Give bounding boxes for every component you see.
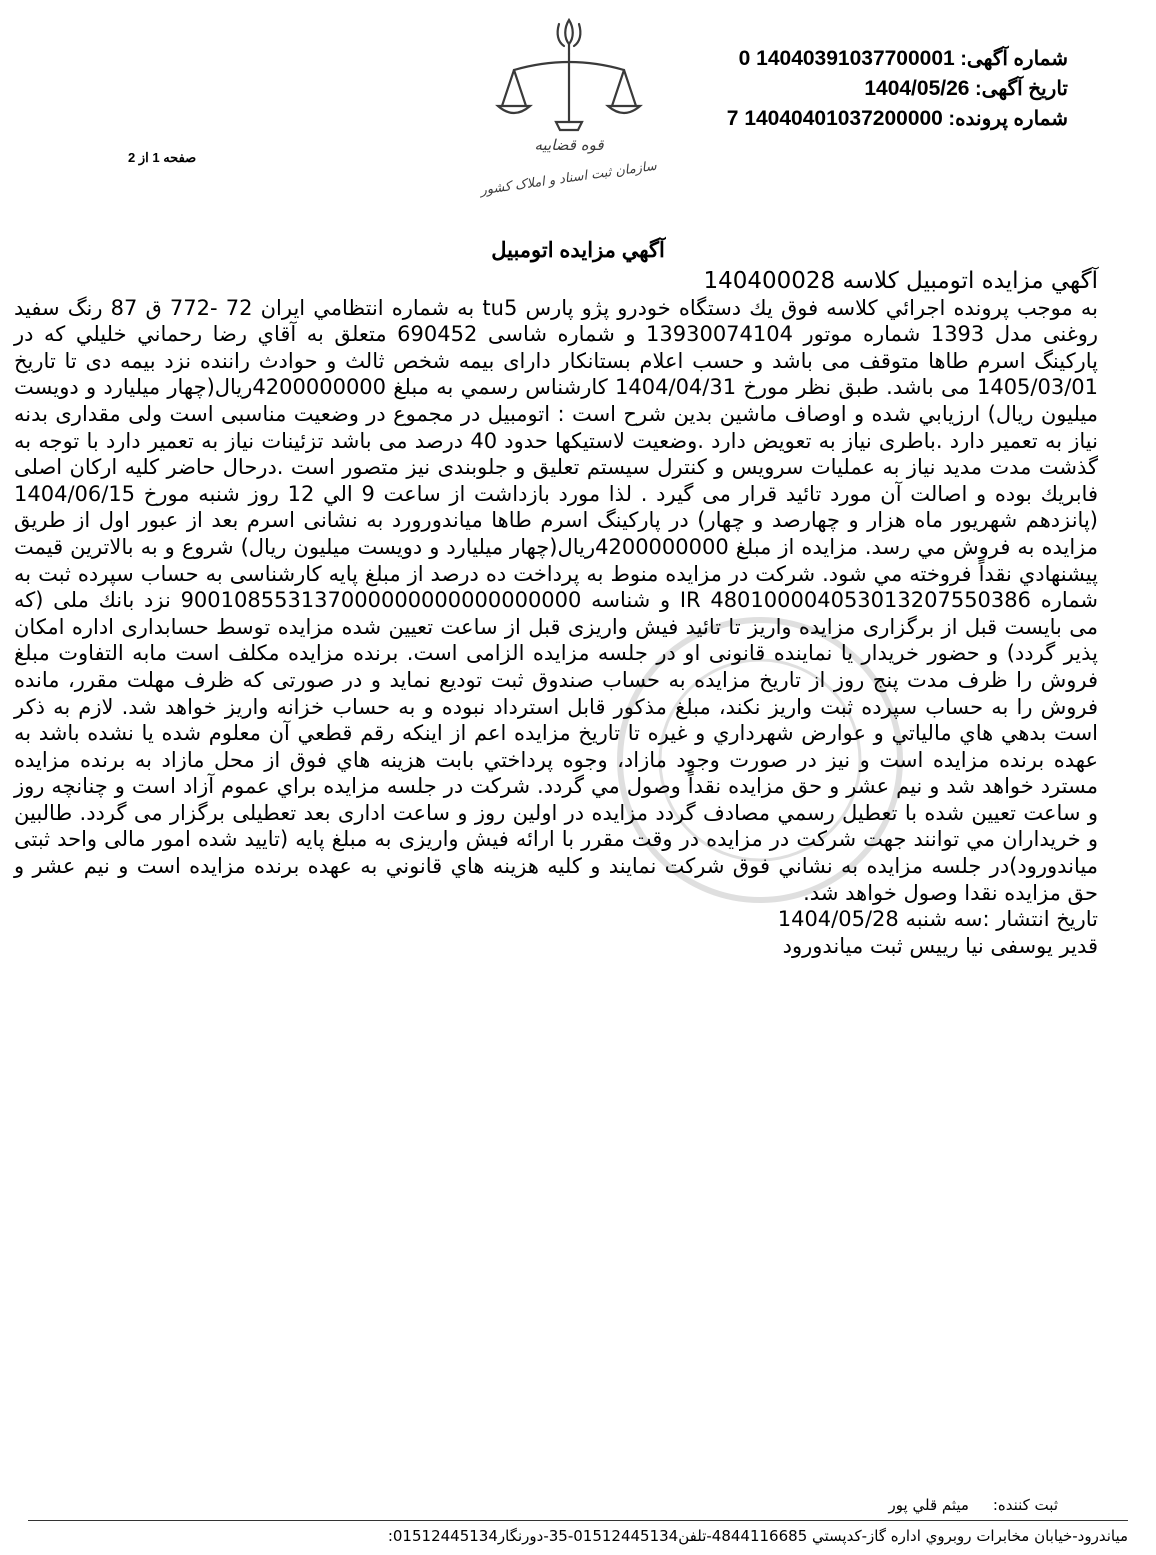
case-number-label: شماره پرونده: <box>948 108 1068 130</box>
case-number-value: 14040401037200000 7 <box>726 107 943 130</box>
office-address: مياندرود-خيابان مخابرات روبروي اداره گاز-كدپستي 4844116685-تلفن01512445134-35-دورنگار01512445134: <box>387 1527 1128 1545</box>
ad-meta <box>727 44 1068 134</box>
judiciary-emblem-icon <box>474 10 664 200</box>
ad-number-value: 14040391037700001 0 <box>738 47 955 70</box>
notice-body <box>14 268 1098 959</box>
emblem-caption: قوه قضاییه <box>534 136 604 154</box>
registrar <box>28 1496 1128 1514</box>
ad-date-label: تاریخ آگهی: <box>975 78 1068 100</box>
page-info: صفحه 1 از 2 <box>128 150 197 165</box>
notice-heading: آگهي مزايده اتومبيل كلاسه 140400028 <box>703 268 1098 294</box>
org-caption: سازمان ثبت اسناد و املاک کشور <box>479 158 658 199</box>
ad-date-value: 1404/05/26 <box>864 77 970 100</box>
publish-date: تاريخ انتشار :سه شنبه 1404/05/28 <box>777 907 1098 932</box>
ad-number-label: شماره آگهی: <box>960 48 1068 70</box>
ad-date-row <box>727 74 1068 104</box>
page-title: آگهي مزايده اتومبيل <box>491 239 665 262</box>
signer: قدير يوسفى نيا رييس ثبت مياندورود <box>782 933 1098 958</box>
registrar-label: ثبت كننده: <box>992 1496 1058 1514</box>
case-number-row <box>727 104 1068 134</box>
registrar-name: ميثم قلي پور <box>888 1496 969 1514</box>
notice-paragraph: به موجب پرونده اجرائي كلاسه فوق يك دستگاه خودرو پژو پارس tu5 به شماره انتظامي ايران 72 -772 ق 87 رنگ سفيد روغنی مدل 1393 شماره موتور 13930074104 و شماره شاسی 690452 متعلق به آقاي رضا رحماني خليلي كه در پاركينگ اسرم طاها متوقف می باشد و حسب اعلام بستانكار داراى بيمه شخص ثالث و حوادث راننده نزد بيمه دى تا تاريخ 1405/03/01 مى باشد. طبق نظر مورخ 1404/04/31 كارشناس رسمي به مبلغ 4200000000ريال(چهار ميليارد و دويست ميليون ريال) ارزيابي شده و اوصاف ماشين بدين شرح است : اتومبيل در مجموع در وضعيت مناسبى است ولى مقدارى بدنه نياز به تعمير دارد .باطرى نياز به تعويض دارد .وضعيت لاستيكها حدود 40 درصد می باشد تزئينات نياز به تعمير دارد با توجه به گذشت مدت مديد نياز به عمليات سرويس و كنترل سيستم تعليق و جلوبندى نيز متصور است .درحال حاضر كليه اركان اصلى فابريك بوده و اصالت آن مورد تائيد قرار مى گيرد . لذا مورد بازداشت از ساعت 9 الي 12 روز شنبه مورخ 1404/06/15 (پانزدهم شهريور ماه هزار و چهارصد و چهار) در پاركينگ اسرم طاها مياندورورد به نشانى اسرم بعد از عبور اول از طريق مزايده به فروش مي رسد. مزايده از مبلغ 4200000000ريال(چهار ميليارد و دويست ميليون ريال) شروع و به بالاترين قيمت پيشنهادي نقداً فروخته مي شود. شركت در مزايده منوط به پرداخت ده درصد از مبلغ پايه كارشناسى به حساب سپرده ثبت به شماره IR 480100004053013207550386 و شناسه 900108553137000000000000000000 نزد بانك ملى (كه مى بايست قبل از برگزارى مزايده واريز تا تائيد فيش واريزى قبل از ساعت تعيين شده مزايده توسط حسابدارى اداره امكان پذير گردد) و حضور خريدار يا نماينده قانونى او در جلسه مزايده الزامى است. برنده مزايده مكلف است مابه التفاوت مبلغ فروش را ظرف مدت پنج روز از تاريخ مزايده به حساب صندوق ثبت توديع نمايد و در صورتى كه ظرف مهلت مقرر، مانده فروش را به حساب سپرده ثبت واريز نكند، مبلغ مذكور قابل استرداد نبوده و به حساب خزانه واريز خواهد شد. لازم به ذكر است بدهي هاي مالياتي و عوارض شهرداري و غيره تا تاريخ مزايده اعم از اينكه رقم قطعي آن معلوم شده يا نشده باشد به عهده برنده مزايده است و نيز در صورت وجود مازاد، وجوه پرداختي بابت هزينه هاي فوق از محل مازاد به برنده مزايده مسترد خواهد شد و نيم عشر و حق مزايده نقداً وصول مي گردد. شركت در جلسه مزايده براي عموم آزاد است و چنانچه روز و ساعت تعيين شده با تعطيل رسمي مصادف گردد مزايده در اولين روز و ساعت ادارى بعد تعطيلى برگزار مى گردد. طالبين و خريداران مي توانند جهت شركت در مزايده در وقت مقرر با ارائه فيش واريزى به مبلغ پايه (تاييد شده امور مالى واحد ثبتى مياندورود)در جلسه مزايده به نشاني فوق شركت نمايند و كليه هزينه هاي قانوني به عهده برنده مزايده است و نيم عشر و حق مزايده نقدا وصول خواهد شد. <box>14 295 1099 905</box>
footer <box>28 1496 1128 1545</box>
footer-divider <box>28 1520 1128 1521</box>
ad-number-row <box>727 44 1068 74</box>
